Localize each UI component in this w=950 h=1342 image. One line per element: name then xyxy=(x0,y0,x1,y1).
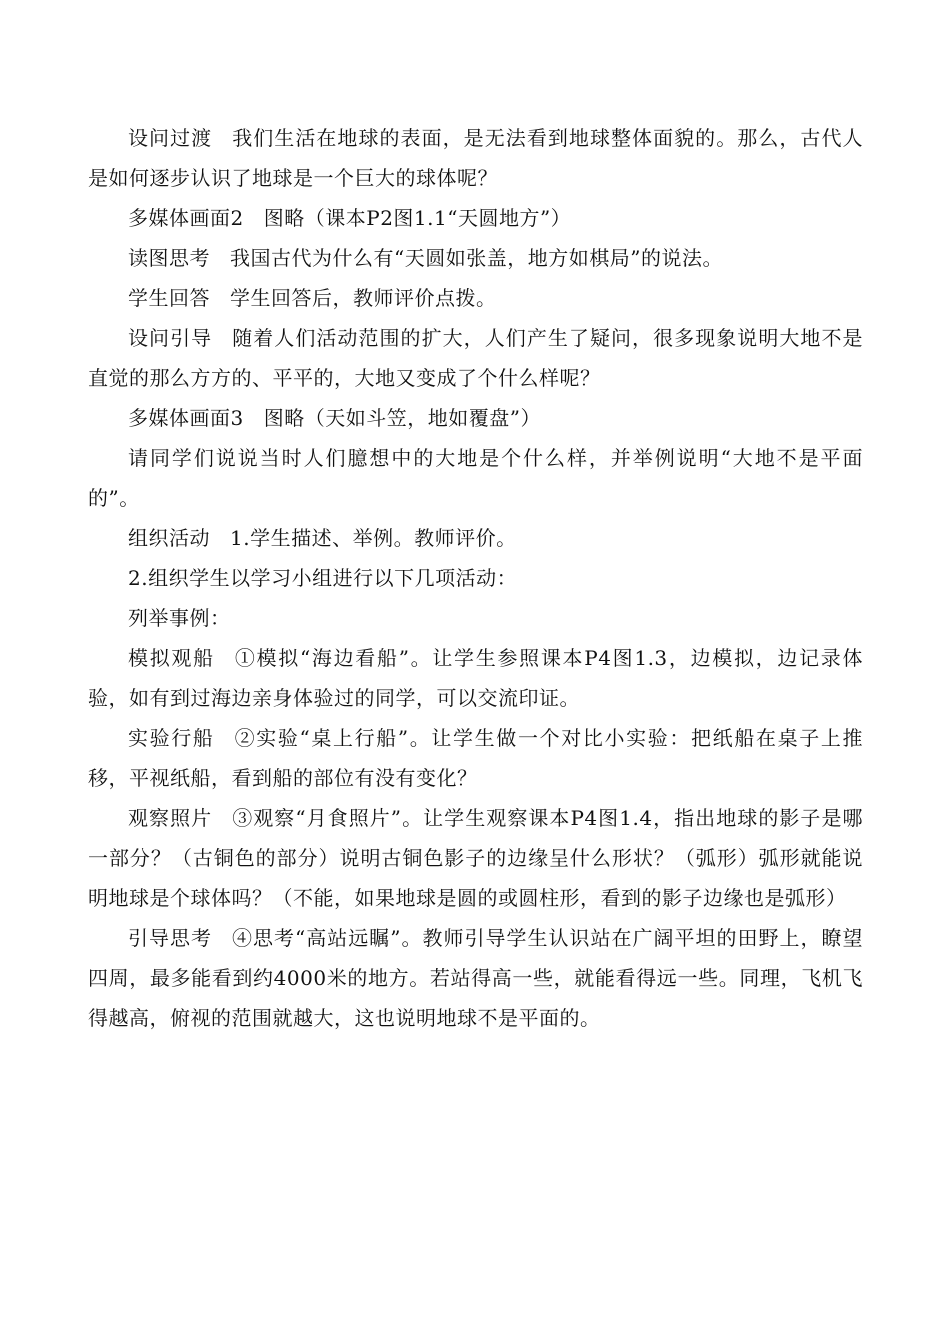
document-body xyxy=(88,118,863,1038)
paragraph xyxy=(88,238,863,278)
paragraph xyxy=(88,918,863,1038)
paragraph-lead: 多媒体画面2 xyxy=(128,206,244,230)
paragraph-lead: 读图思考 xyxy=(128,246,210,270)
paragraph-lead: 设问引导 xyxy=(128,326,213,350)
paragraph-lead: 模拟观船 xyxy=(128,646,215,670)
paragraph xyxy=(88,438,863,518)
paragraph xyxy=(88,118,863,198)
paragraph-text: 图略（天如斗笠，地如覆盘”） xyxy=(263,406,541,430)
paragraph-lead: 组织活动 xyxy=(128,526,210,550)
paragraph-text: ①模拟“海边看船”。让学生参照课本P4图1.3，边模拟，边记录体验，如有到过海边亲身体验过的同学，可以交流印证。 xyxy=(88,646,864,710)
paragraph-text: 2.组织学生以学习小组进行以下几项活动： xyxy=(128,566,518,590)
paragraph xyxy=(88,398,863,438)
paragraph-text: 学生回答后，教师评价点拨。 xyxy=(230,286,497,310)
paragraph-lead: 设问过渡 xyxy=(128,126,213,150)
paragraph-text: 请同学们说说当时人们臆想中的大地是个什么样，并举例说明“大地不是平面的”。 xyxy=(88,446,863,510)
paragraph-text: 随着人们活动范围的扩大，人们产生了疑问，很多现象说明大地不是直觉的那么方方的、平平的，大地又变成了个什么样呢？ xyxy=(88,326,864,390)
paragraph-lead: 引导思考 xyxy=(128,926,213,950)
paragraph xyxy=(88,718,863,798)
paragraph-text: 图略（课本P2图1.1“天圆地方”） xyxy=(263,206,572,230)
paragraph xyxy=(88,558,863,598)
paragraph xyxy=(88,318,863,398)
paragraph-text: 1.学生描述、举例。教师评价。 xyxy=(230,526,517,550)
paragraph xyxy=(88,198,863,238)
paragraph xyxy=(88,518,863,558)
paragraph-lead: 观察照片 xyxy=(128,806,213,830)
paragraph xyxy=(88,798,863,918)
paragraph-lead: 多媒体画面3 xyxy=(128,406,244,430)
paragraph-text: 我国古代为什么有“天圆如张盖，地方如棋局”的说法。 xyxy=(230,246,723,270)
paragraph xyxy=(88,278,863,318)
paragraph-text: 列举事例： xyxy=(128,606,231,630)
paragraph-text: ③观察“月食照片”。让学生观察课本P4图1.4，指出地球的影子是哪一部分？（古铜色的部分）说明古铜色影子的边缘呈什么形状？（弧形）弧形就能说明地球是个球体吗？（不能，如果地球是圆的或圆柱形，看到的影子边缘也是弧形） xyxy=(88,806,864,910)
paragraph-text: ④思考“高站远瞩”。教师引导学生认识站在广阔平坦的田野上，瞭望四周，最多能看到约4000米的地方。若站得高一些，就能看得远一些。同理，飞机飞得越高，俯视的范围就越大，这也说明地球不是平面的。 xyxy=(88,926,864,1030)
paragraph-text: 我们生活在地球的表面，是无法看到地球整体面貌的。那么，古代人是如何逐步认识了地球是一个巨大的球体呢？ xyxy=(88,126,864,190)
paragraph-lead: 学生回答 xyxy=(128,286,210,310)
paragraph xyxy=(88,638,863,718)
paragraph xyxy=(88,598,863,638)
paragraph-text: ②实验“桌上行船”。让学生做一个对比小实验：把纸船在桌子上推移，平视纸船，看到船的部位有没有变化？ xyxy=(88,726,864,790)
paragraph-lead: 实验行船 xyxy=(128,726,215,750)
